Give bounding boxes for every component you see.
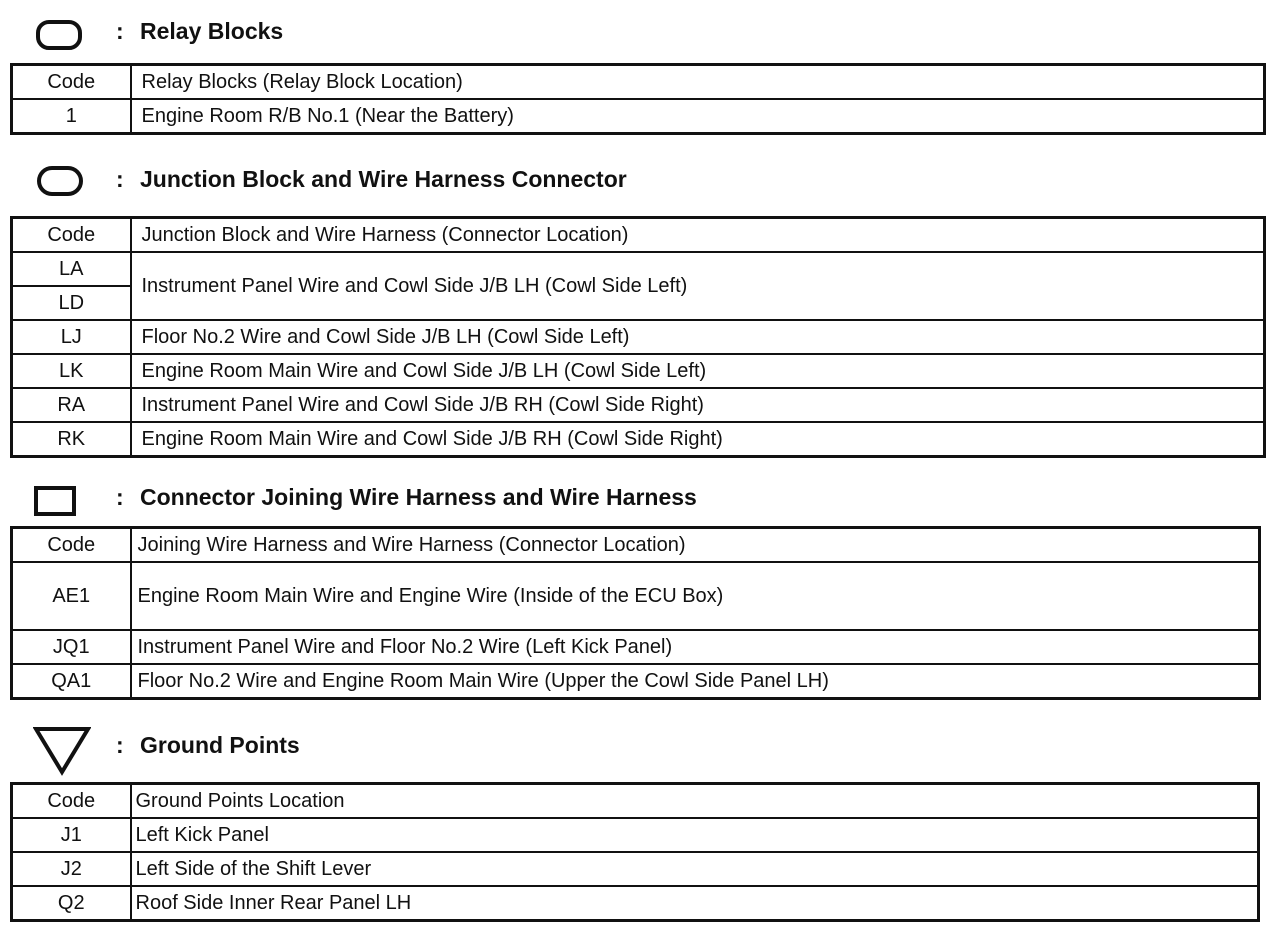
row-code: LA [12,252,131,286]
table-row [12,852,1259,886]
section-colon: : [116,484,124,510]
ground-points-table [10,782,1260,922]
table-header-row [12,65,1265,100]
row-description: Left Side of the Shift Lever [131,852,1259,886]
junction-block-symbol-icon [37,166,83,196]
table-row [12,664,1260,699]
table-row [12,562,1260,630]
table-row [12,252,1265,286]
code-header: Code [12,528,131,563]
section-colon: : [116,732,124,758]
row-code: AE1 [12,562,131,630]
section-colon: : [116,166,124,192]
table-row [12,422,1265,457]
relay-block-symbol-icon [36,20,82,50]
code-header: Code [12,784,131,819]
connector-joining-header [0,478,900,518]
row-code: LD [12,286,131,320]
table-row [12,99,1265,134]
row-code: QA1 [12,664,131,699]
table-row [12,320,1265,354]
section-title-junction-block: Junction Block and Wire Harness Connector [140,166,627,192]
row-code: JQ1 [12,630,131,664]
row-code: J1 [12,818,131,852]
table-row [12,354,1265,388]
row-code: RA [12,388,131,422]
section-colon: : [116,18,124,44]
row-description: Instrument Panel Wire and Cowl Side J/B LH (Cowl Side Left) [131,252,1265,320]
connector-joining-table [10,526,1261,700]
row-code: LJ [12,320,131,354]
row-description: Engine Room Main Wire and Engine Wire (Inside of the ECU Box) [131,562,1260,630]
row-description: Floor No.2 Wire and Cowl Side J/B LH (Cowl Side Left) [131,320,1265,354]
row-description: Instrument Panel Wire and Floor No.2 Wire (Left Kick Panel) [131,630,1260,664]
junction-block-table [10,216,1266,458]
table-header-row [12,218,1265,253]
row-description: Engine Room R/B No.1 (Near the Battery) [131,99,1265,134]
table-row [12,388,1265,422]
location-header: Ground Points Location [131,784,1259,819]
row-code: LK [12,354,131,388]
table-header-row [12,784,1259,819]
table-row [12,886,1259,921]
relay-blocks-table [10,63,1266,135]
junction-block-header [0,160,900,200]
row-description: Left Kick Panel [131,818,1259,852]
row-description: Engine Room Main Wire and Cowl Side J/B LH (Cowl Side Left) [131,354,1265,388]
row-code: 1 [12,99,131,134]
connector-symbol-icon [34,486,76,516]
section-title-relay-blocks: Relay Blocks [140,18,284,44]
row-code: RK [12,422,131,457]
row-description: Engine Room Main Wire and Cowl Side J/B RH (Cowl Side Right) [131,422,1265,457]
section-title-ground-points: Ground Points [140,732,300,758]
ground-points-header [0,726,600,766]
table-row [12,818,1259,852]
ground-point-triangle-icon [33,726,91,776]
row-code: Q2 [12,886,131,921]
row-description: Floor No.2 Wire and Engine Room Main Wire (Upper the Cowl Side Panel LH) [131,664,1260,699]
location-header: Junction Block and Wire Harness (Connector Location) [131,218,1265,253]
relay-blocks-header [0,12,600,52]
table-header-row [12,528,1260,563]
location-header: Relay Blocks (Relay Block Location) [131,65,1265,100]
location-header: Joining Wire Harness and Wire Harness (Connector Location) [131,528,1260,563]
code-header: Code [12,218,131,253]
section-title-connector-joining: Connector Joining Wire Harness and Wire Harness [140,484,697,510]
row-description: Roof Side Inner Rear Panel LH [131,886,1259,921]
row-description: Instrument Panel Wire and Cowl Side J/B RH (Cowl Side Right) [131,388,1265,422]
row-code: J2 [12,852,131,886]
code-header: Code [12,65,131,100]
table-row [12,630,1260,664]
